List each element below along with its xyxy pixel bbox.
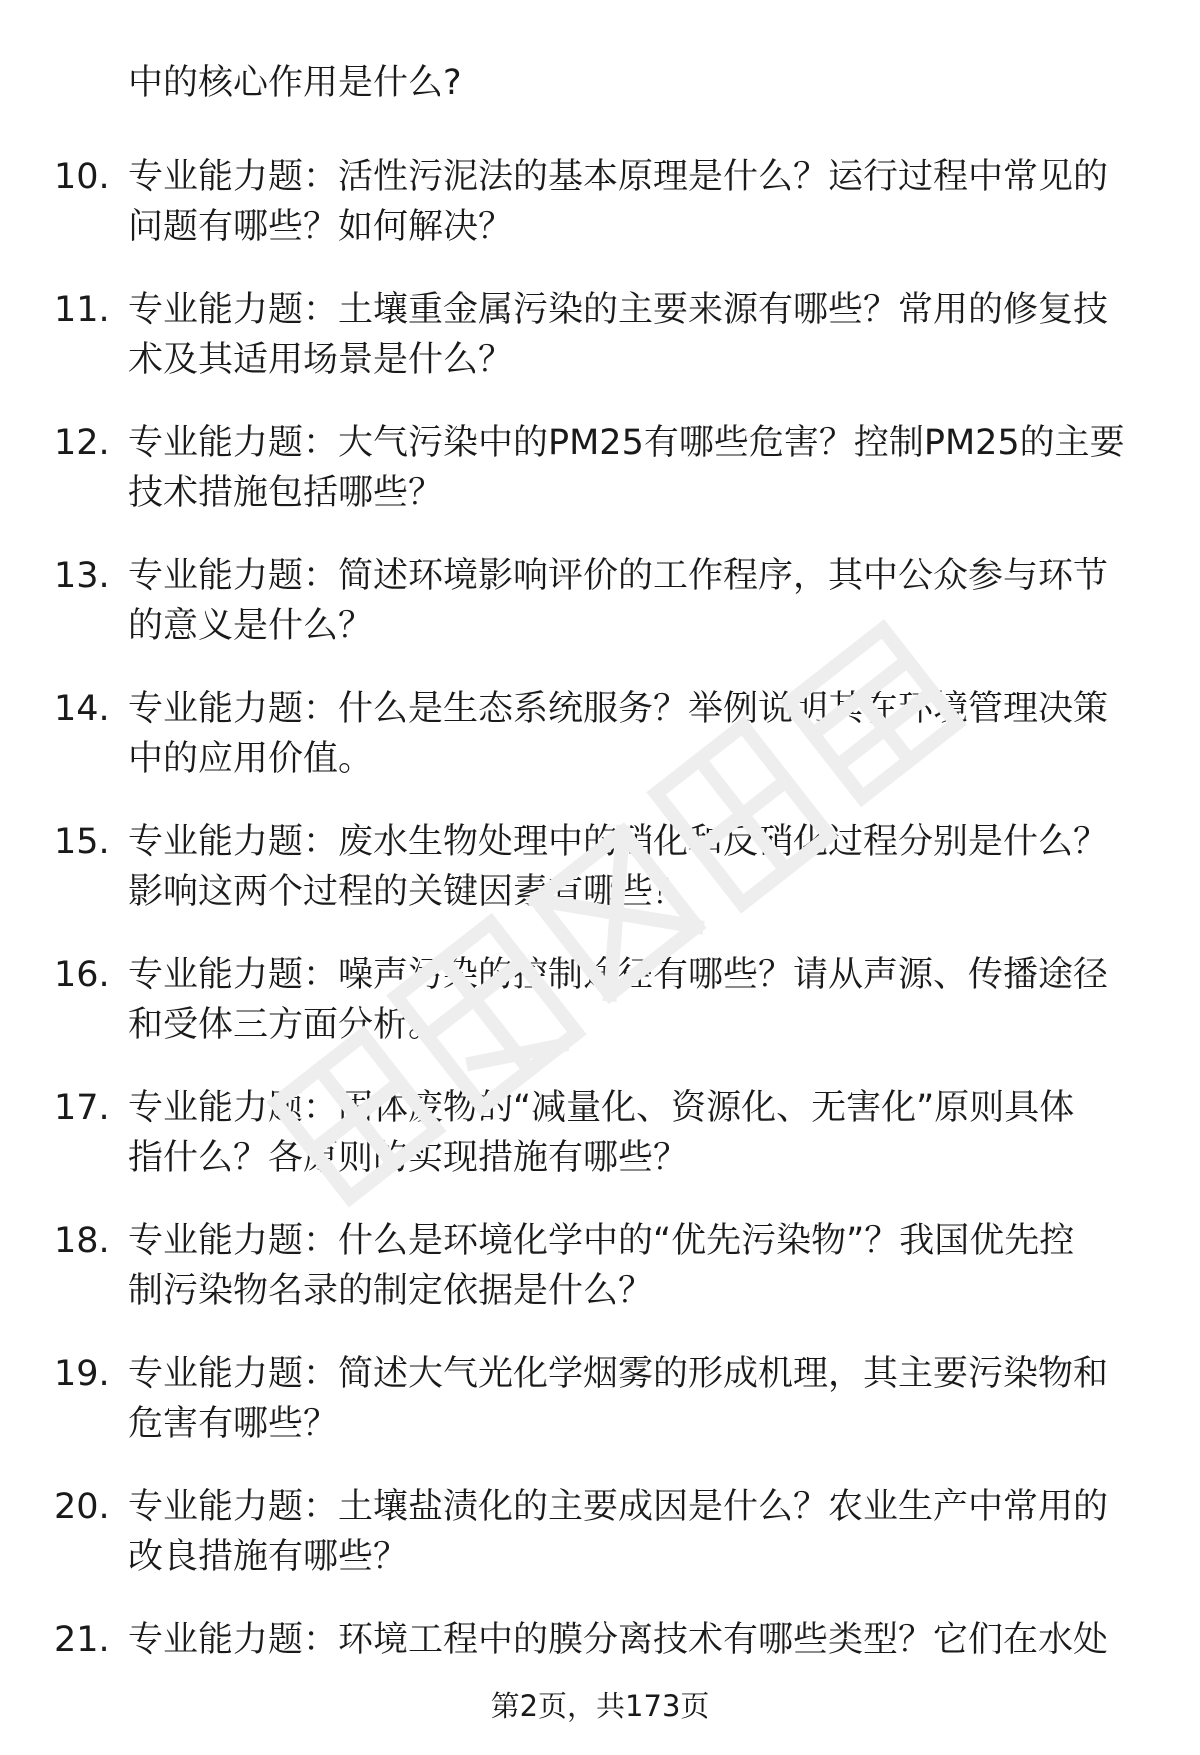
question-line: 改良措施有哪些？ bbox=[128, 1537, 409, 1577]
question-list bbox=[0, 152, 1200, 1748]
question-text bbox=[128, 1482, 1158, 1582]
page-footer: 第2页，共173页 bbox=[490, 1689, 710, 1723]
question-text bbox=[128, 551, 1158, 651]
question-line: 专业能力题：废水生物处理中的硝化和反硝化过程分别是什么？ bbox=[128, 822, 1109, 862]
question-line: 专业能力题：土壤盐渍化的主要成因是什么？农业生产中常用的 bbox=[128, 1487, 1109, 1527]
question-number: 13. bbox=[54, 556, 110, 596]
question-number: 21. bbox=[54, 1620, 110, 1660]
question-number: 19. bbox=[54, 1354, 110, 1394]
question-line: 专业能力题：固体废物的“减量化、资源化、无害化”原则具体 bbox=[128, 1088, 1075, 1128]
question-item bbox=[0, 1083, 1200, 1216]
question-line: 专业能力题：简述大气光化学烟雾的形成机理，其主要污染物和 bbox=[128, 1354, 1109, 1394]
question-line: 专业能力题：什么是环境化学中的“优先污染物”？我国优先控 bbox=[128, 1221, 1075, 1261]
question-number: 10. bbox=[54, 157, 110, 197]
question-number: 11. bbox=[54, 290, 110, 330]
question-line: 术及其适用场景是什么？ bbox=[128, 340, 514, 380]
question-line: 专业能力题：简述环境影响评价的工作程序，其中公众参与环节 bbox=[128, 556, 1109, 596]
question-line: 专业能力题：大气污染中的PM25有哪些危害？控制PM25的主要 bbox=[128, 423, 1125, 463]
question-line: 专业能力题：环境工程中的膜分离技术有哪些类型？它们在水处 bbox=[128, 1620, 1109, 1660]
question-text bbox=[128, 1615, 1158, 1665]
question-text bbox=[128, 418, 1158, 518]
question-text bbox=[128, 285, 1158, 385]
question-line: 的意义是什么？ bbox=[128, 606, 374, 646]
question-number: 15. bbox=[54, 822, 110, 862]
question-line: 专业能力题：噪声污染的控制途径有哪些？请从声源、传播途径 bbox=[128, 955, 1109, 995]
question-item bbox=[0, 1482, 1200, 1615]
question-number: 12. bbox=[54, 423, 110, 463]
question-item bbox=[0, 684, 1200, 817]
question-line: 中的应用价值。 bbox=[128, 739, 374, 779]
question-text bbox=[128, 817, 1158, 917]
question-number: 17. bbox=[54, 1088, 110, 1128]
question-line: 制污染物名录的制定依据是什么？ bbox=[128, 1271, 654, 1311]
question-text bbox=[128, 1349, 1158, 1449]
question-item bbox=[0, 152, 1200, 285]
question-item bbox=[0, 950, 1200, 1083]
continued-question-text: 中的核心作用是什么? bbox=[128, 63, 462, 103]
question-item bbox=[0, 285, 1200, 418]
question-text bbox=[128, 1083, 1158, 1183]
question-number: 16. bbox=[54, 955, 110, 995]
question-line: 专业能力题：土壤重金属污染的主要来源有哪些？常用的修复技 bbox=[128, 290, 1109, 330]
question-text bbox=[128, 152, 1158, 252]
question-number: 18. bbox=[54, 1221, 110, 1261]
question-line: 技术措施包括哪些？ bbox=[128, 473, 444, 513]
question-text bbox=[128, 684, 1158, 784]
question-item bbox=[0, 1349, 1200, 1482]
question-line: 和受体三方面分析。 bbox=[128, 1005, 444, 1045]
question-item bbox=[0, 418, 1200, 551]
question-line: 专业能力题：什么是生态系统服务？举例说明其在环境管理决策 bbox=[128, 689, 1109, 729]
question-item bbox=[0, 1216, 1200, 1349]
question-text bbox=[128, 950, 1158, 1050]
question-line: 专业能力题：活性污泥法的基本原理是什么？运行过程中常见的 bbox=[128, 157, 1109, 197]
question-item bbox=[0, 1615, 1200, 1748]
question-line: 问题有哪些？如何解决？ bbox=[128, 207, 514, 247]
question-line: 影响这两个过程的关键因素有哪些？ bbox=[128, 872, 689, 912]
question-line: 指什么？各原则的实现措施有哪些？ bbox=[128, 1138, 689, 1178]
question-item bbox=[0, 551, 1200, 684]
question-line: 危害有哪些？ bbox=[128, 1404, 339, 1444]
question-number: 20. bbox=[54, 1487, 110, 1527]
question-text bbox=[128, 1216, 1158, 1316]
question-item bbox=[0, 817, 1200, 950]
question-number: 14. bbox=[54, 689, 110, 729]
